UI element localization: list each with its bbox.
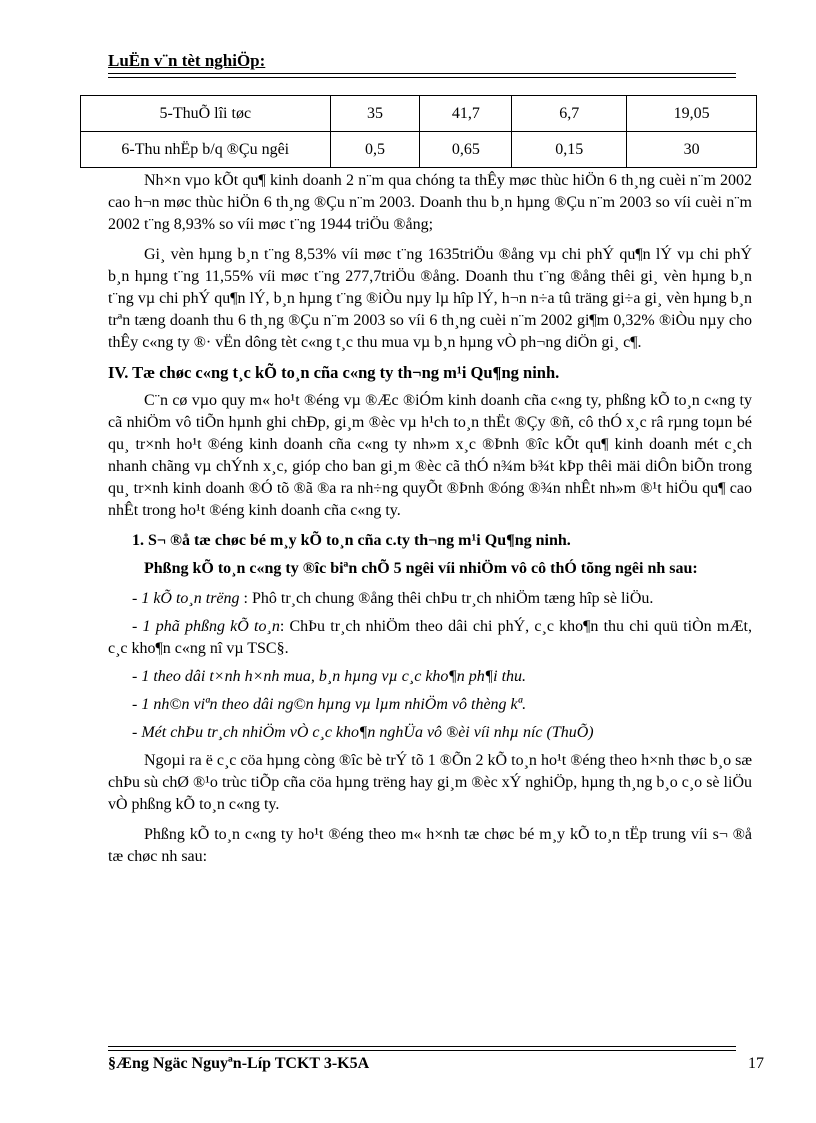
- table-cell: 35: [330, 96, 420, 132]
- list-item-title: 1 theo dâi t×nh h×nh mua, b¸n hµng vµ c¸c kho¶n ph¶i thu.: [141, 668, 527, 685]
- document-header-title: LuËn v¨n tèt nghiÖp:: [108, 51, 266, 70]
- table-cell: 0,5: [330, 132, 420, 168]
- table-row: [81, 132, 757, 168]
- list-item: - 1 phã phßng kÕ to¸n: ChÞu tr¸ch nhiÖm theo dâi chi phÝ, c¸c kho¶n thu chi quü tiÒn mÆt, c¸c kho¶n c«ng nî vµ TSC§.: [108, 618, 752, 657]
- paragraph: Ngoµi ra ë c¸c cöa hµng còng ®îc bè trÝ tõ 1 ®Õn 2 kÕ to¸n ho¹t ®éng theo h×nh thøc b¸o sæ chÞu sù chØ ®¹o trùc tiÕp cña cöa hµng trëng hay gi¸m ®èc xÝ nghiÖp, hµng th¸ng b¸o c¸o sè liÖu vÒ phßng kÕ to¸n c«ng ty.: [108, 752, 752, 813]
- list-item-title: Mét chÞu tr¸ch nhiÖm vÒ c¸c kho¶n nghÜa vô ®èi víi nhµ níc (ThuÕ): [141, 724, 594, 741]
- list-item: - 1 theo dâi t×nh h×nh mua, b¸n hµng vµ c¸c kho¶n ph¶i thu.: [132, 668, 527, 685]
- row-label: 5-ThuÕ lîi tøc: [81, 96, 331, 132]
- table-cell: 41,7: [420, 96, 512, 132]
- data-table: [80, 95, 757, 168]
- paragraph: C¨n cø vµo quy m« ho¹t ®éng vµ ®Æc ®iÓm kinh doanh cña c«ng ty, phßng kÕ to¸n c«ng ty cã nhiÖm vô tiÕn hµnh ghi chÐp, gi¸m ®èc vµ h¹ch to¸n thËt ®Çy ®ñ, cô thÓ x¸c râ rµng toµn bé qu¸ tr×nh ho¹t ®éng kinh doanh cña c«ng ty nh»m x¸c ®Þnh ®îc kÕt qu¶ kinh doanh mét c¸ch nhanh chãng vµ chÝnh x¸c, gióp cho ban gi¸m ®èc cã thÓ n¾m b¾t kÞp thêi mäi diÔn biÕn trong qu¸ tr×nh kinh doanh ®Ó tõ ®ã ®a ra nh÷ng quyÕt ®Þnh ®óng ®¾n nhÊt nh»m ®¹t hiÖu qu¶ cao nhÊt trong ho¹t ®éng kinh doanh cña c«ng ty.: [108, 392, 752, 519]
- header-rule-thin: [108, 77, 736, 78]
- paragraph: Nh×n vµo kÕt qu¶ kinh doanh 2 n¨m qua chóng ta thÊy møc thùc hiÖn 6 th¸ng cuèi n¨m 2002 cao h¬n møc thùc hiÖn 6 th¸ng ®Çu n¨m 2003. Doanh thu b¸n hµng ®Çu n¨m 2003 so víi cuèi n¨m 2002 t¨ng 8,93% so víi møc t¨ng 1944 triÖu ®ång;: [108, 172, 752, 233]
- footer-rule: [108, 1050, 736, 1051]
- subsection-heading: 1. S¬ ®å tæ chøc bé m¸y kÕ to¸n cña c.ty th¬ng m¹i Qu¶ng ninh.: [132, 532, 571, 549]
- list-item: - 1 kÕ to¸n trëng : Phô tr¸ch chung ®ång thêi chÞu tr¸ch nhiÖm tæng hîp sè liÖu.: [132, 590, 654, 607]
- footer-author: §Æng Ngäc Nguyªn-Líp TCKT 3-K5A: [108, 1055, 370, 1072]
- list-item-text: : ChÞu tr¸ch nhiÖm theo dâi chi phÝ, c¸c kho¶n thu chi quü tiÒn mÆt, c¸c kho¶n c«ng nî vµ TSC§.: [108, 618, 752, 657]
- table-cell: 0,65: [420, 132, 512, 168]
- list-item-title: 1 phã phßng kÕ to¸n: [142, 618, 280, 635]
- paragraph: Phßng kÕ to¸n c«ng ty ®îc biªn chÕ 5 ngêi víi nhiÖm vô cô thÓ tõng ngêi nh sau:: [144, 560, 698, 577]
- body-text: [108, 170, 752, 876]
- table-cell: 19,05: [627, 96, 757, 132]
- list-item-text: : Phô tr¸ch chung ®ång thêi chÞu tr¸ch nhiÖm tæng hîp sè liÖu.: [243, 590, 654, 607]
- list-item-title: 1 nh©n viªn theo dâi ng©n hµng vµ lµm nhiÖm vô thèng kª.: [141, 696, 527, 713]
- table-cell: 0,15: [512, 132, 627, 168]
- section-heading: IV. Tæ chøc c«ng t¸c kÕ to¸n cña c«ng ty th¬ng m¹i Qu¶ng ninh.: [108, 363, 560, 382]
- table-cell: 6,7: [512, 96, 627, 132]
- paragraph: Phßng kÕ to¸n c«ng ty ho¹t ®éng theo m« h×nh tæ chøc bé m¸y kÕ to¸n tËp trung víi s¬ ®å tæ chøc nh sau:: [108, 826, 752, 865]
- footer-rule-thin: [108, 1046, 736, 1047]
- list-item: - 1 nh©n viªn theo dâi ng©n hµng vµ lµm nhiÖm vô thèng kª.: [132, 696, 527, 713]
- list-item-title: 1 kÕ to¸n trëng: [141, 590, 240, 607]
- row-label: 6-Thu nhËp b/q ®Çu ngêi: [81, 132, 331, 168]
- table-cell: 30: [627, 132, 757, 168]
- table-row: [81, 96, 757, 132]
- header-rule: [108, 73, 736, 74]
- list-item: - Mét chÞu tr¸ch nhiÖm vÒ c¸c kho¶n nghÜa vô ®èi víi nhµ níc (ThuÕ): [132, 724, 594, 741]
- page-number: 17: [748, 1055, 764, 1072]
- paragraph: Gi¸ vèn hµng b¸n t¨ng 8,53% víi møc t¨ng 1635triÖu ®ång vµ chi phÝ qu¶n lÝ vµ chi phÝ b¸n hµng t¨ng 11,55% víi møc t¨ng 277,7triÖu ®ång. Doanh thu t¨ng ®ång thêi gi¸ vèn hµng b¸n t¨ng vµ chi phÝ qu¶n lÝ, b¸n hµng t¨ng ®iÒu nµy lµ hîp lÝ, h¬n n÷a tû träng gi÷a gi¸ vèn hµng b¸n trªn tæng doanh thu 6 th¸ng ®Çu n¨m 2003 so víi 6 th¸ng cuèi n¨m 2002 gi¶m 0,32% ®iÒu nµy cho thÊy c«ng ty ®· vËn dông tèt c«ng t¸c thu mua vµ b¸n hµng vÒ ph¬ng diÖn gi¸ c¶.: [108, 246, 752, 351]
